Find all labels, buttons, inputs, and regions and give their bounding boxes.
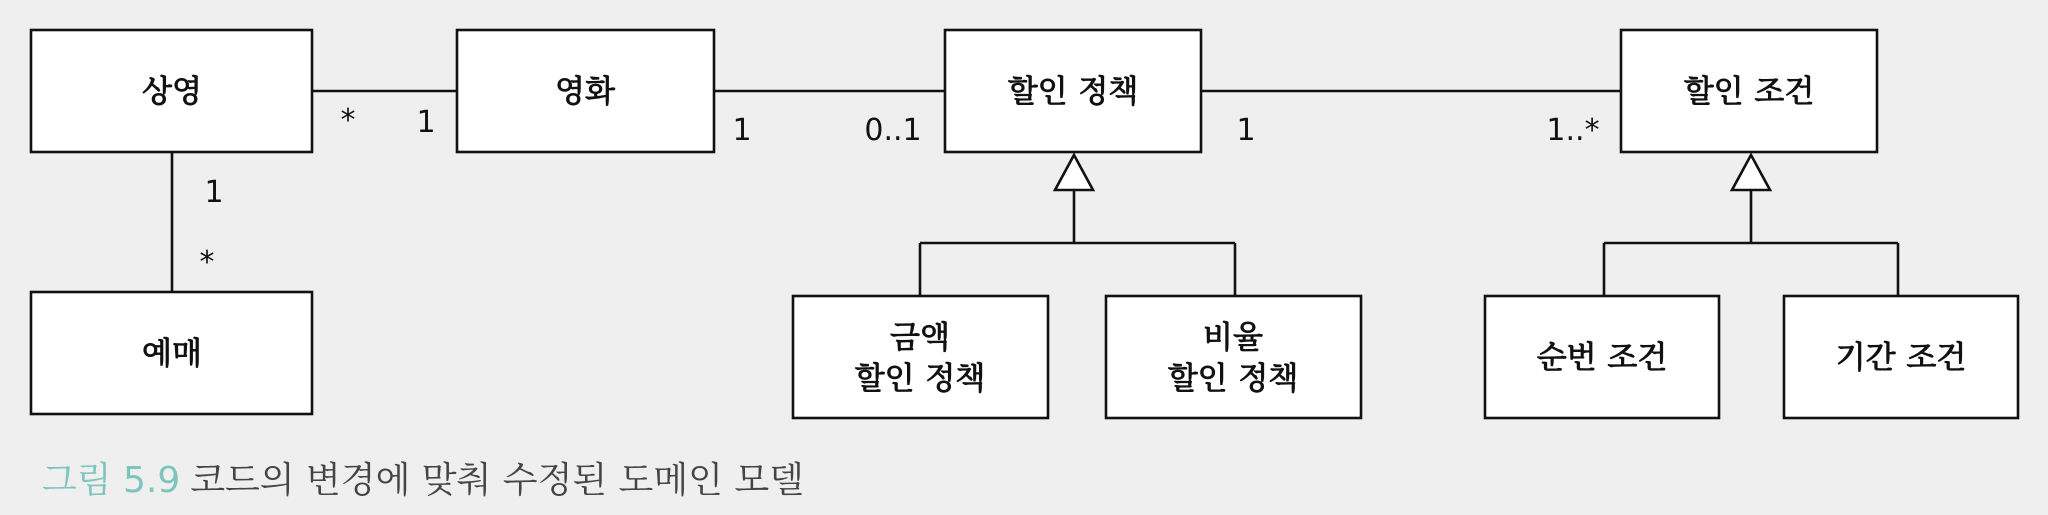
class-reservation-label: 예매: [142, 336, 202, 372]
class-reservation: [31, 292, 312, 414]
figure-number: 그림 5.9: [42, 460, 181, 501]
multiplicity-screening-reservation-screening-end: 1: [204, 175, 224, 210]
figure-caption-text: 코드의 변경에 맞춰 수정된 도메인 모델: [190, 460, 804, 501]
class-discount-policy-label: 할인 정책: [1007, 74, 1139, 110]
multiplicity-movie-policy-policy-end: 0..1: [864, 113, 922, 148]
class-discount-condition: [1621, 30, 1877, 152]
class-discount-condition-label: 할인 조건: [1683, 74, 1815, 110]
class-percent-policy-label-line2: 할인 정책: [1167, 361, 1299, 397]
multiplicity-movie-policy-movie-end: 1: [732, 113, 752, 148]
class-period-condition-label: 기간 조건: [1835, 340, 1967, 376]
multiplicity-screening-movie-screening-end: *: [340, 103, 356, 138]
multiplicity-screening-movie-movie-end: 1: [416, 105, 436, 140]
class-amount-discount-policy: [793, 296, 1048, 418]
class-sequence-condition-label: 순번 조건: [1536, 340, 1668, 376]
class-sequence-condition: [1485, 296, 1719, 418]
class-amount-policy-label-line1: 금액: [890, 320, 950, 356]
multiplicity-screening-reservation-reservation-end: *: [199, 245, 215, 280]
inheritance-arrow-discount-policy: [1055, 155, 1093, 190]
class-percent-policy-label-line1: 비율: [1203, 320, 1263, 356]
multiplicity-policy-condition-policy-end: 1: [1236, 113, 1256, 148]
multiplicity-policy-condition-condition-end: 1..*: [1546, 113, 1600, 148]
class-screening: [31, 30, 312, 152]
class-movie: [457, 30, 714, 152]
figure-caption: [42, 452, 804, 503]
inheritance-arrow-discount-condition: [1732, 155, 1770, 190]
class-discount-policy: [945, 30, 1201, 152]
class-amount-policy-label-line2: 할인 정책: [854, 361, 986, 397]
class-screening-label: 상영: [142, 74, 202, 110]
class-percent-discount-policy: [1106, 296, 1361, 418]
class-period-condition: [1784, 296, 2018, 418]
class-movie-label: 영화: [555, 74, 615, 110]
